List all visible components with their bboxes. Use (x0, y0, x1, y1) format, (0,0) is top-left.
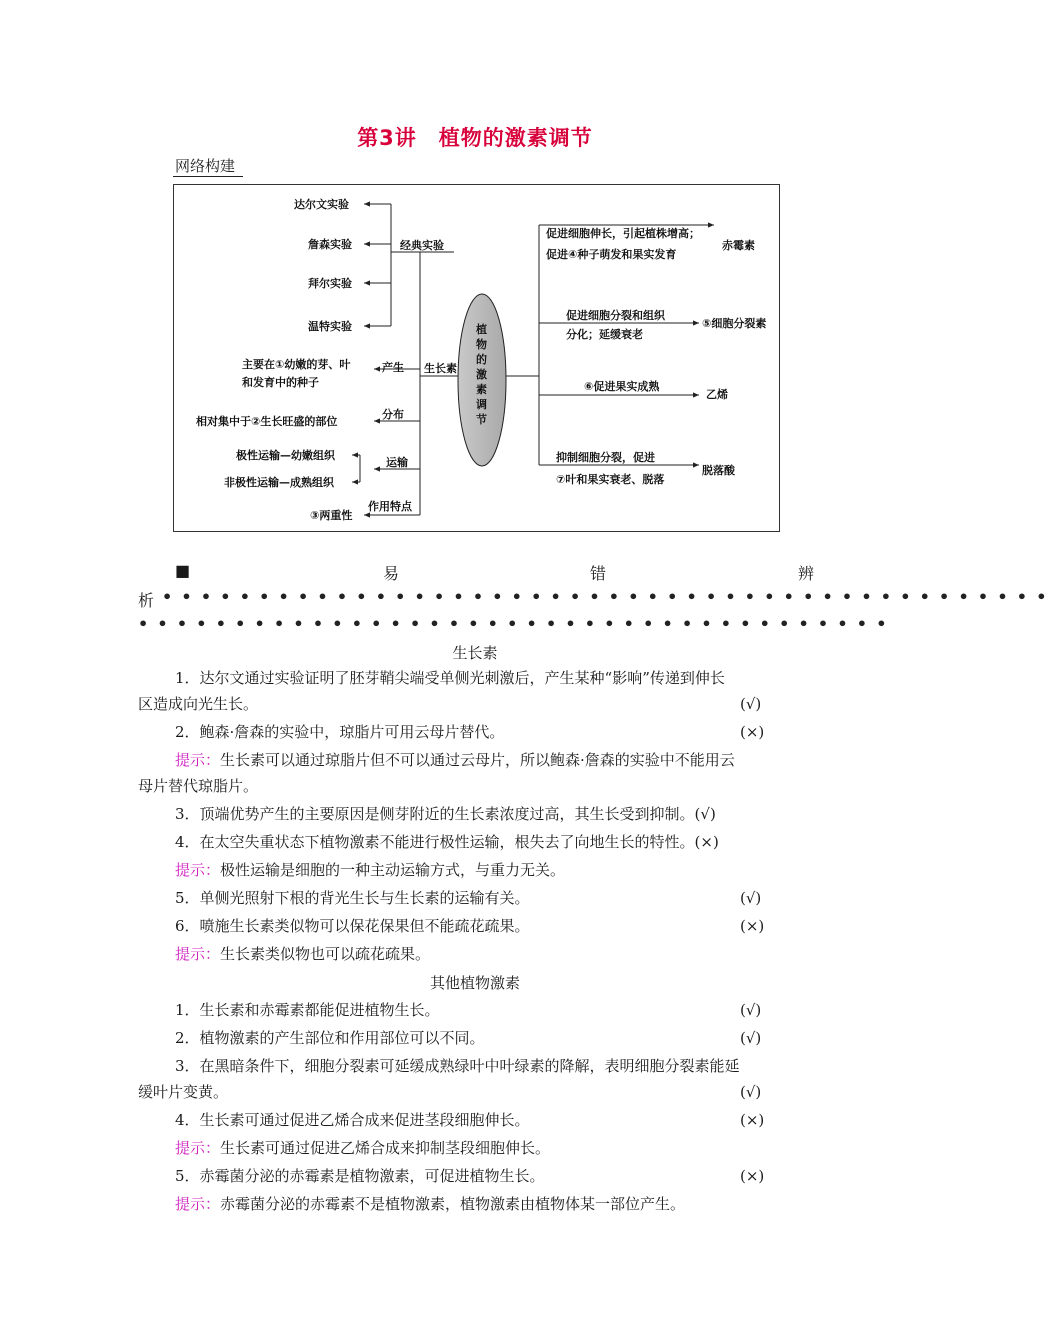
svg-text:节: 节 (476, 413, 487, 426)
production-label: 产生 (382, 361, 404, 374)
s1-hint-4 (175, 857, 565, 883)
s1-item-3: 3．顶端优势产生的主要原因是侧芽附近的生长素浓度过高，其生长受到抑制。(√) (175, 805, 716, 823)
production-text-2: 和发育中的种子 (242, 376, 319, 389)
cytokinin-text-1: 促进细胞分裂和组织 (566, 309, 665, 322)
s2-item-1: 1．生长素和赤霉素都能促进植物生长。 (175, 1001, 440, 1019)
s1-mark-1: (√) (740, 695, 762, 713)
s1-item-2: 2．鲍森·詹森的实验中，琼脂片可用云母片替代。 (175, 723, 505, 741)
s1-hint-6 (175, 941, 430, 967)
hint-text: 生长素可以通过琼脂片但不可以通过云母片，所以鲍森·詹森的实验中不能用云 (220, 751, 735, 769)
transport-label: 运输 (386, 456, 408, 469)
classic-exp-label: 经典实验 (400, 239, 444, 252)
s1-mark-5: (√) (740, 889, 762, 907)
s1-item-1a: 1．达尔文通过实验证明了胚芽鞘尖端受单侧光刺激后，产生某种“影响”传递到伸长 (175, 669, 725, 687)
transport-text-1: 极性运输—幼嫩组织 (236, 449, 335, 462)
svg-text:调: 调 (476, 398, 487, 411)
concept-map-diagram (174, 185, 781, 533)
aba-label: 脱落酸 (702, 464, 735, 477)
s2-hint-4 (175, 1135, 550, 1161)
s1-hint-2b: 母片替代琼脂片。 (138, 777, 259, 795)
svg-text:物: 物 (476, 338, 487, 351)
dotted-leader-2: ••••••••••••••••••••••••••••••••••••••• (138, 614, 896, 633)
cytokinin-text-2: 分化；延缓衰老 (566, 328, 643, 341)
s2-item-3a: 3．在黑暗条件下，细胞分裂素可延缓成熟绿叶中叶绿素的降解，表明细胞分裂素能延 (175, 1057, 740, 1075)
exp-darwin: 达尔文实验 (294, 198, 349, 211)
section-heading-other: 其他植物激素 (429, 974, 520, 992)
hint-text: 生长素类似物也可以疏花疏果。 (220, 945, 431, 963)
header-char-2: 错 (590, 564, 607, 583)
header-char-1: 易 (383, 564, 400, 583)
hint-text: 生长素可通过促进乙烯合成来抑制茎段细胞伸长。 (220, 1139, 551, 1157)
svg-text:激: 激 (476, 368, 487, 381)
hint-label: 提示： (175, 945, 221, 963)
s1-item-1b: 区造成向光生长。 (138, 695, 259, 713)
cytokinin-label: ⑤细胞分裂素 (702, 317, 767, 330)
exp-paal: 拜尔实验 (308, 277, 352, 290)
gibberellin-label: 赤霉素 (722, 239, 755, 252)
production-text-1: 主要在①幼嫩的芽、叶 (242, 358, 351, 371)
hint-label: 提示： (175, 1195, 221, 1213)
header-char-3: 辨 (798, 564, 815, 583)
center-label (475, 322, 487, 426)
hint-label: 提示： (175, 751, 221, 769)
hint-label: 提示： (175, 1139, 221, 1157)
distribution-text: 相对集中于②生长旺盛的部位 (196, 415, 338, 428)
hint-text: 极性运输是细胞的一种主动运输方式，与重力无关。 (220, 861, 566, 879)
s2-item-4: 4．生长素可通过促进乙烯合成来促进茎段细胞伸长。 (175, 1111, 530, 1129)
s2-item-2: 2．植物激素的产生部位和作用部位可以不同。 (175, 1029, 485, 1047)
distribution-label: 分布 (382, 408, 404, 421)
s2-hint-5 (175, 1191, 685, 1217)
s2-item-5: 5．赤霉菌分泌的赤霉素是植物激素，可促进植物生长。 (175, 1167, 545, 1185)
concept-map (173, 184, 780, 532)
ethylene-label: 乙烯 (706, 388, 728, 401)
action-label: 作用特点 (368, 500, 412, 513)
s1-hint-2a (175, 747, 735, 773)
aba-text-1: 抑制细胞分裂，促进 (556, 451, 655, 464)
s1-mark-2: (×) (740, 723, 765, 741)
auxin-label: 生长素 (424, 362, 457, 375)
aba-text-2: ⑦叶和果实衰老、脱落 (556, 473, 665, 486)
svg-text:素: 素 (476, 383, 487, 396)
hint-text: 赤霉菌分泌的赤霉素不是植物激素，植物激素由植物体某一部位产生。 (220, 1195, 686, 1213)
page-title: 第3讲 植物的激素调节 (357, 126, 593, 150)
s2-mark-1: (√) (740, 1001, 762, 1019)
s1-item-4: 4．在太空失重状态下植物激素不能进行极性运输，根失去了向地生长的特性。(×) (175, 833, 719, 851)
s1-item-5: 5．单侧光照射下根的背光生长与生长素的运输有关。 (175, 889, 530, 907)
s1-mark-6: (×) (740, 917, 765, 935)
svg-text:的: 的 (476, 353, 487, 366)
transport-text-2: 非极性运输—成熟组织 (224, 476, 334, 489)
header-square: ■ (175, 561, 191, 580)
subtitle-underline (173, 176, 243, 177)
dotted-leader-1: •••••••••••••••••••••••••••••••••••••••••••••• (162, 587, 1056, 606)
section-subtitle: 网络构建 (175, 157, 236, 175)
s2-mark-5: (×) (740, 1167, 765, 1185)
header-char-4: 析 (138, 591, 155, 610)
s2-mark-2: (√) (740, 1029, 762, 1047)
s1-item-6: 6．喷施生长素类似物可以保花保果但不能疏花疏果。 (175, 917, 530, 935)
s2-item-3b: 缓叶片变黄。 (138, 1083, 229, 1101)
action-text: ③两重性 (310, 509, 353, 522)
s2-mark-4: (×) (740, 1111, 765, 1129)
exp-went: 温特实验 (308, 320, 352, 333)
svg-text:植: 植 (476, 323, 487, 336)
gibberellin-text-2: 促进④种子萌发和果实发育 (546, 248, 677, 261)
exp-jensen: 詹森实验 (308, 238, 352, 251)
ethylene-text: ⑥促进果实成熟 (584, 380, 660, 393)
hint-label: 提示： (175, 861, 221, 879)
s2-mark-3: (√) (740, 1083, 762, 1101)
gibberellin-text-1: 促进细胞伸长，引起植株增高； (546, 227, 700, 240)
section-heading-auxin: 生长素 (452, 644, 498, 662)
